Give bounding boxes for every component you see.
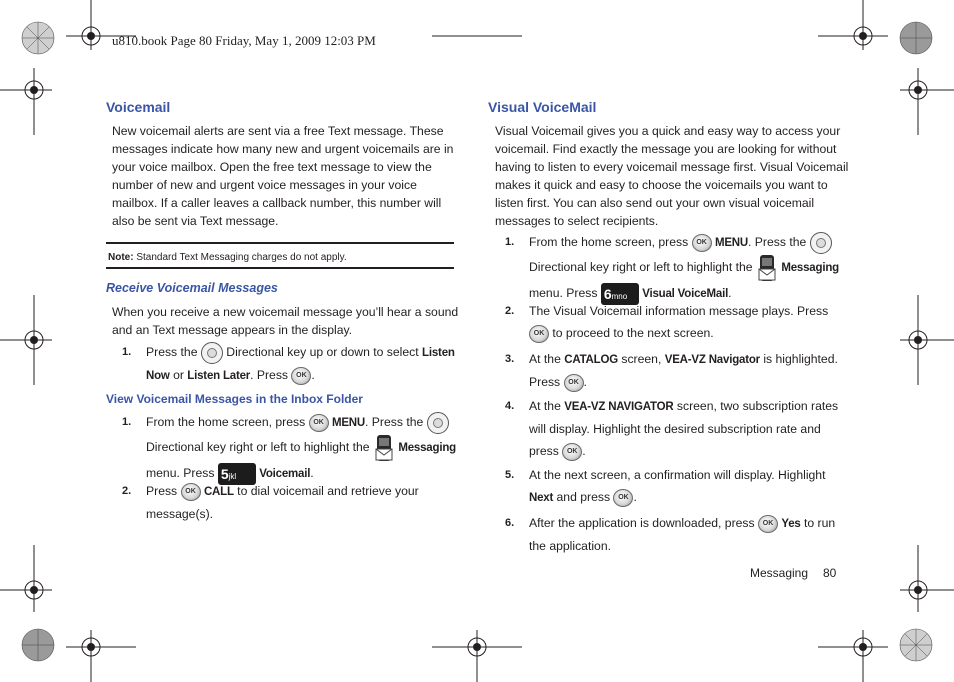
messaging-icon (756, 254, 778, 282)
receive-voicemail-para: When you receive a new voicemail message you’ll hear a sound and an Text message appears in the display. (112, 305, 459, 337)
directional-key-icon (201, 342, 223, 364)
key-6-icon: 6mno (601, 283, 639, 305)
key-5-icon: 5jkl (218, 463, 256, 485)
page-number: 80 (823, 566, 837, 580)
visual-step-4: At the VEA-VZ NAVIGATOR screen, two subscription rates will display. Highlight the desired subscription rate and press OK . (529, 395, 849, 462)
messaging-icon (373, 434, 395, 462)
ok-key-icon: OK (181, 483, 201, 501)
step-number: 2. (505, 305, 515, 317)
visual-step-6: After the application is downloaded, press OK Yes to run the application. (529, 516, 836, 553)
ok-key-icon: OK (562, 443, 582, 461)
ok-key-icon: OK (692, 234, 712, 252)
inbox-folder-heading: View Voicemail Messages in the Inbox Folder (106, 392, 363, 406)
ok-key-icon: OK (291, 367, 311, 385)
step-number: 1. (505, 236, 515, 248)
note-box: Note: Standard Text Messaging charges do not apply. (106, 242, 454, 269)
visual-step-3: At the CATALOG screen, VEA-VZ Navigator is highlighted. Press OK . (529, 348, 849, 393)
visual-step-5: At the next screen, a confirmation will display. Highlight Next and press OK . (529, 464, 849, 509)
voicemail-intro: New voicemail alerts are sent via a free Text message. These messages indicate how many new and urgent voicemails are in your voice mailbox. Open the free text message to view the number of new and urgent voice messages in your voice mailbox. If a caller leaves a callback number, this number will also be sent via Text message. (112, 124, 454, 228)
visual-voicemail-heading: Visual VoiceMail (488, 99, 597, 115)
step-number: 1. (122, 416, 132, 428)
receive-step-1: Press the Directional key up or down to select Listen Now or Listen Later. Press OK . (146, 341, 466, 387)
footer-section: Messaging (750, 566, 809, 580)
visual-step-1: From the home screen, press OK MENU. Press the Directional key right or left to highlight the Messaging menu. Press 6mno Visual VoiceMail. (529, 231, 849, 305)
inbox-step-1: From the home screen, press OK MENU. Press the Directional key right or left to highlight the Messaging menu. Press 5jkl Voicemail. (146, 411, 466, 485)
print-header: u810.book Page 80 Friday, May 1, 2009 12:03 PM (112, 33, 376, 48)
receive-voicemail-heading: Receive Voicemail Messages (106, 281, 278, 295)
directional-key-icon (427, 412, 449, 434)
ok-key-icon: OK (758, 515, 778, 533)
step-number: 2. (122, 485, 132, 497)
step-number: 5. (505, 469, 515, 481)
step-number: 1. (122, 346, 132, 358)
ok-key-icon: OK (309, 414, 329, 432)
step-number: 6. (505, 517, 515, 529)
voicemail-heading: Voicemail (106, 99, 171, 115)
visual-voicemail-intro: Visual Voicemail gives you a quick and easy way to access your voicemail. Find exactly the message you are looking for without having to listen to every voicemail message first. Visual Voicemail makes it quick and easy to choose the voicemails you want to listen first. You can also send out your own visual voicemail messages to select recipients. (495, 124, 849, 228)
step-number: 4. (505, 400, 515, 412)
ok-key-icon: OK (564, 374, 584, 392)
step-number: 3. (505, 353, 515, 365)
inbox-step-2: Press OK CALL to dial voicemail and retrieve your message(s). (146, 484, 419, 521)
ok-key-icon: OK (529, 325, 549, 343)
visual-step-2: The Visual Voicemail information message plays. Press OK to proceed to the next screen. (529, 300, 849, 344)
ok-key-icon: OK (613, 489, 633, 507)
directional-key-icon (810, 232, 832, 254)
